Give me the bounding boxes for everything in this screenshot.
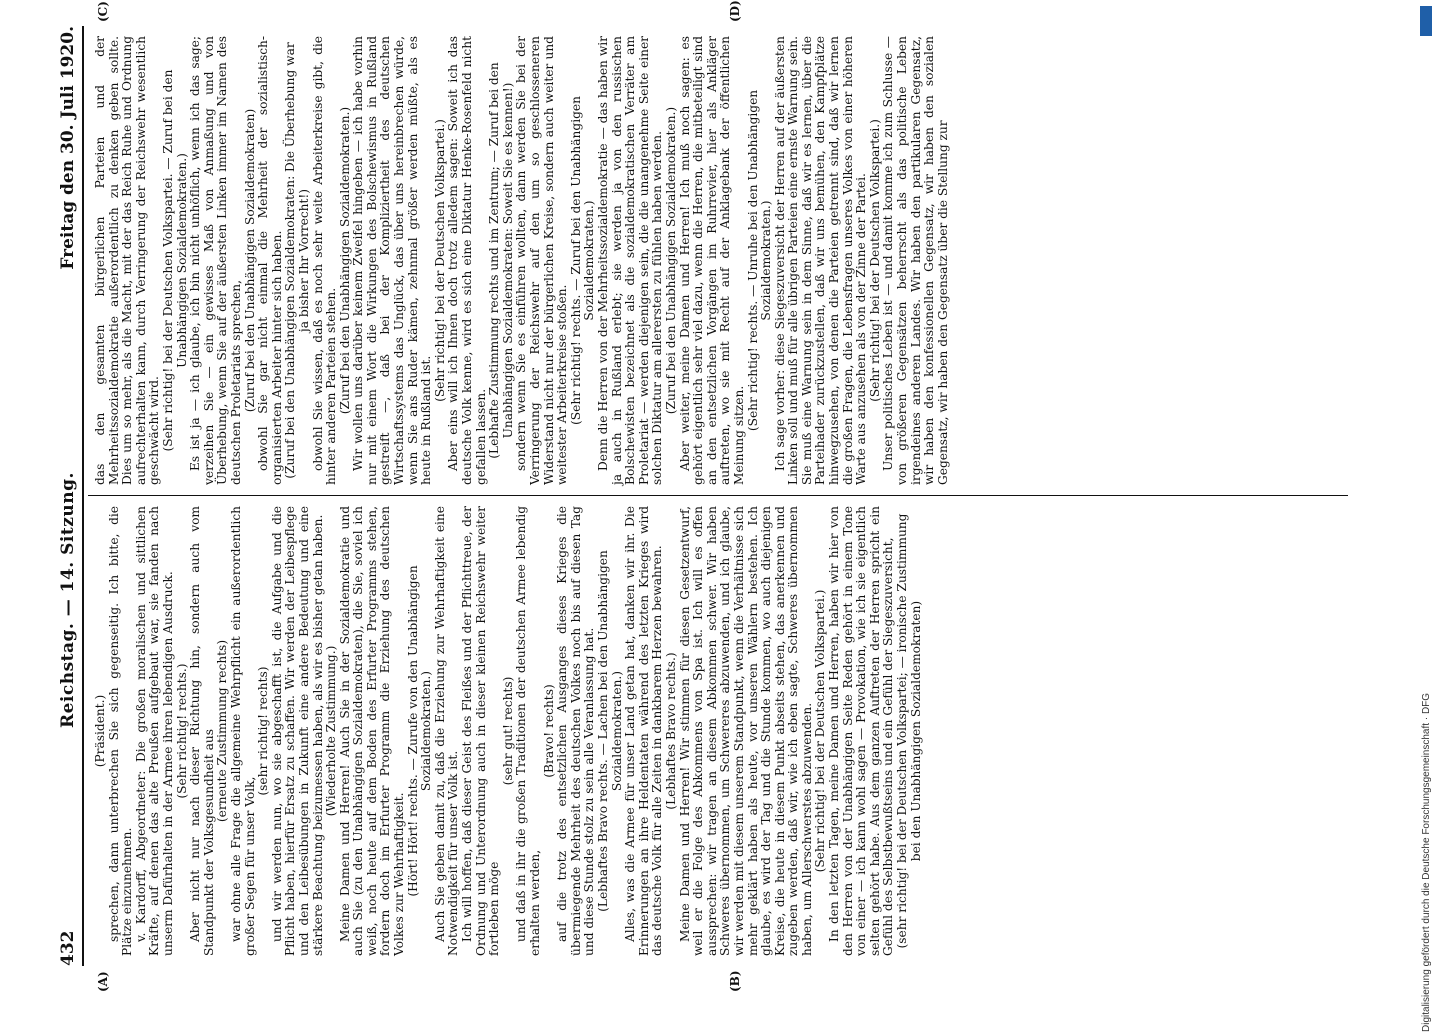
interjection: (Zuruf bei den Unabhängigen Sozialdemokraten.): [337, 106, 352, 415]
paragraph: Ich will hoffen, daß dieser Geist des Fleißes und der Pflichttreue, der Ordnung und Unterordnung auch in dieser kleinen Reichswehr weiter fortleben möge: [460, 506, 502, 956]
page-number: 432: [58, 930, 78, 966]
interjection: (Sehr richtig! rechts. — Unruhe bei den Unabhängigen Sozialdemokraten.): [745, 89, 774, 432]
paragraph: war ohne alle Frage die allgemeine Wehrpflicht ein außerordentlich großer Segen für unser Volk,: [228, 506, 257, 956]
paragraph: Meine Damen und Herren! Wir stimmen für diesen Gesetzentwurf, weil er die Folge des Abkommens von Spa ist. Ich will es offen aussprechen: wir tragen an diesem Abkommen schwer. Wir haben Schweres übernommen, um Schwereres abzuwenden, und ich glaube, wir werden mit diesem unserem Standpunkt, wenn die Verhältnisse sich mehr geklärt haben als heute, vor unseren Wählern bestehen. Ich glaube, es wird der Tag und die Stunde kommen, wo auch diejenigen Kreise, die heute in diesem Punkt abseits stehen, das anerkennen und zugeben werden, daß wir, wie ich eben sagte, Schweres übernommen haben, um Allerschwerstes abzuwenden.: [677, 506, 814, 956]
interjection: (Hört! Hört! rechts. — Zurufe von den Unabhängigen Sozialdemokraten.): [405, 565, 434, 897]
interjection: (Lebhafte Zustimmung rechts und im Zentrum; — Zuruf bei den Unabhängigen Sozialdemokraten: Soweit Sie es kennen!): [487, 62, 515, 459]
interjection: (Zuruf bei den Unabhängigen Sozialdemokraten): [242, 108, 257, 413]
left-column: [88, 496, 1348, 966]
paragraph: Aber nicht nur nach dieser Richtung hin, sondern auch vom Standpunkt der Volksgesundheit aus: [188, 506, 216, 956]
paragraph: Ich sage vorher: diese Siegeszuversicht der Herren auf der äußersten Linken soll und muß für alle übrigen Parteien eine ernste Warnung sein. Sie muß eine Warnung sein in dem Sinne, daß wir es lernen, über die Parteihader zurückzustellen, daß wir uns bemühen, den Kampfplätze hinwegzusehen, von denen die Parteien getrennt sind, daß wir lernen die großen Fragen, die Lebensfragen unseres Volkes von einer höheren Warte aus anzusehen als von der Zinne der Partei.: [772, 36, 869, 485]
interjection: (Lebhaftes Bravo rechts.): [663, 652, 678, 810]
margin-marker-d: (D): [728, 0, 742, 22]
digitization-credit: Digitalisierung gefördert durch die Deutsche Forschungsgemeinschaft · DFG: [1421, 692, 1432, 1032]
interjection: (Bravo! rechts): [541, 684, 556, 778]
margin-marker-a: (A): [96, 971, 110, 992]
paragraph: Aber eins will ich Ihnen doch trotz alledem sagen: Soweit ich das deutsche Volk kenne, wird es sich eine Diktatur Henke-Rosenfeld nicht gefallen lassen.: [446, 36, 488, 485]
interjection: (Präsident.): [93, 694, 107, 768]
paragraph: Meine Damen und Herren! Auch Sie in der Sozialdemokratie und auch Sie (zu den Unabhängigen Sozialdemokraten), die Sie, soviel ich weiß, noch heute auf dem Boden des Erfurter Programms stehen, fordern doch im Erfurter Programm die Erziehung des deutschen Volkes zur Wehrhaftigkeit.: [337, 506, 407, 956]
paragraph: Unser politisches Leben ist — und damit komme ich zum Schlusse — von größeren Gegensätzen beherrscht als das politische Leben irgendeines anderen Landes. Wir haben den partikularen Gegensatz, wir haben den konfessionellen Gegensatz, wir haben den sozialen Gegensatz, wir haben den Gegensatz über die Stellung zur: [881, 36, 950, 485]
paragraph: v. Kardorff, Abgeordneter: Die großen moralischen und sittlichen Kräfte, auf denen das alte Preußen aufgebaut war, sie fanden nach unserm Dafürhalten in der Armee ihren lebendigen Ausdruck.: [133, 506, 175, 956]
interjection: (Sehr richtig! bei der Deutschen Volkspartei.): [813, 589, 828, 873]
dfg-logo: [1420, 6, 1432, 36]
interjection: (Wiederholte Zustimmung.): [324, 645, 339, 817]
interjection: (Sehr richtig! bei der Deutschen Volkspartei. — Zuruf bei den Unabhängigen Sozialdemokraten.): [160, 69, 189, 452]
paragraph: Wir wollen uns darüber keinem Zweifel hingeben — ich habe vorhin nur mit einem Wort die Wirkungen des Bolschewismus in Rußland gestreift —, daß bei der Kompliziertheit des deutschen Wirtschaftssystems das Unglück, das über uns hereinbrechen würde, wenn Sie ans Ruder kämen, zehnmal größer werden müßte, als es heute in Rußland ist.: [351, 36, 434, 485]
interjection: (sehr gut! rechts): [500, 676, 515, 786]
paragraph: obwohl Sie wissen, daß es noch sehr weite Arbeiterkreise gibt, die hinter anderen Parteien stehen.: [310, 36, 339, 485]
interjection: (Sehr richtig! rechts. — Zuruf bei den Unabhängigen Sozialdemokraten.): [568, 96, 597, 425]
paragraph: Auch Sie geben damit zu, daß die Erziehung zur Wehrhaftigkeit eine Notwendigkeit für unser Volk ist.: [432, 506, 461, 956]
paragraph: Denn die Herren von der Mehrheitssozialdemokratie — das haben wir ja auch in Rußland erlebt; sie werden ja von den russischen Bolschewisten bezeichnet als die sozialdemokratischen Verräter am Proletariat — werden diejenigen sein, die die unangenehme Seite einer solchen Diktatur am allerersten zu fühlen haben werden.: [595, 36, 665, 485]
interjection: (Lebhaftes Bravo rechts. — Lachen bei den Unabhängigen Sozialdemokraten.): [595, 550, 624, 912]
interjection: (Sehr richtig! bei der Deutschen Volkspartei.): [432, 119, 447, 402]
interjection: (Zuruf bei den Unabhängigen Sozialdemokraten.): [663, 106, 678, 415]
paragraph: und daß in ihr die großen Traditionen der deutschen Armee lebendig erhalten werden,: [514, 506, 542, 956]
paragraph: obwohl Sie gar nicht einmal die Mehrheit der sozialistisch-organisierten Arbeiter hinter sich haben.: [256, 36, 284, 485]
interjection: (Zuruf bei den Unabhängigen Sozialdemokraten: Die Überhebung war ja bisher Ihr Vorrecht!): [283, 42, 311, 479]
interjection: (Sehr richtig! bei der Deutschen Volkspartei.): [867, 119, 882, 402]
interjection: (erneute Zustimmung rechts): [215, 639, 230, 823]
interjection: (sehr richtig! rechts): [256, 666, 271, 796]
right-column: [88, 26, 1348, 496]
paragraph: Aber weiter, meine Damen und Herren! Ich muß noch sagen: es gehört eigentlich sehr viel dazu, wenn die Herren, die mitbeteiligt sind an den entsetzlichen Vorgängen im Ruhrrevier, hier als Ankläger auftreten, wo sie mit Recht auf der Anklagebank der öffentlichen Meinung sitzen.: [677, 36, 746, 485]
interjection: (Sehr richtig! rechts.): [174, 663, 189, 799]
interjection: (sehr richtig! bei der Deutschen Volkspartei; — ironische Zustimmung bei den Unabhängigen Sozialdemokraten): [895, 513, 923, 949]
margin-marker-c: (C): [96, 1, 110, 22]
paragraph: auf die trotz des entsetzlichen Ausganges dieses Krieges die übermiegende Mehrheit des deutschen Volkes noch bis auf diesen Tag und diese Stunde stolz zu sein alle Veranlassung hat.: [555, 506, 597, 956]
paragraph: und wir werden nun, wo sie abgeschafft ist, die Aufgabe und die Pflicht haben, hierfür Ersatz zu schaffen. Wir werden der Leibespflege und den Leibesübungen in Zukunft eine andere Bedeutung und eine stärkere Beachtung beizumessen haben, als wir es bisher getan haben.: [269, 506, 325, 956]
paragraph: sondern wenn Sie es einführen wollten, dann werden Sie bei der Verringerung der Reichswehr auf den um so geschlosseneren Widerstand nicht nur der bürgerlichen Kreise, sondern auch weiter und weitester Arbeiterkreise stoßen.: [514, 36, 570, 485]
text-columns: [88, 0, 1348, 992]
paragraph: Alles, was die Armee für unser Land getan hat, danken wir ihr. Die Erinnerungen an ihre Heldentaten während des letzten Krieges wird das deutsche Volk für alle Zeiten in dankbarem Herzen bewahren.: [623, 506, 665, 956]
paragraph: sprechen, dann unterbrechen Sie sich gegenseitig. Ich bitte, die Plätze einzunehmen.: [106, 506, 135, 956]
paragraph: In den letzten Tagen, meine Damen und Herren, haben wir hier von den Herren von der Unabhängigen Seite Reden gehört in einem Tone von einer — ich kann wohl sagen — Provokation, wie ich sie eigentlich selten gehört habe. Aus dem ganzen Auftreten der Herren spricht ein Gefühl des Selbstbewußtseins und ein Gefühl der Siegeszuversicht,: [827, 506, 896, 956]
session-title: Reichstag. — 14. Sitzung.: [58, 472, 78, 729]
page-header: [58, 26, 84, 966]
margin-marker-b: (B): [728, 970, 742, 992]
paragraph: Es ist ja — ich glaube, ich bin nicht unhöflich, wenn ich das sage; verzeihen Sie — ein gewisses Maß von Anmaßung und von Überhebung, wenn Sie auf der äußersten Linken immer im Namen des deutschen Proletariats sprechen,: [188, 36, 243, 485]
session-date: Freitag den 30. Juli 1920.: [58, 26, 78, 270]
paragraph: das den gesamten bürgerlichen Parteien und der Mehrheitssozialdemokratie außerordentlich zu denken geben sollte. Dies um so mehr, als die Macht, mit der das Reich Ruhe und Ordnung aufrechterhalten kann, durch Verringerung der Reichswehr wesentlich geschwächt wird.: [93, 36, 162, 485]
